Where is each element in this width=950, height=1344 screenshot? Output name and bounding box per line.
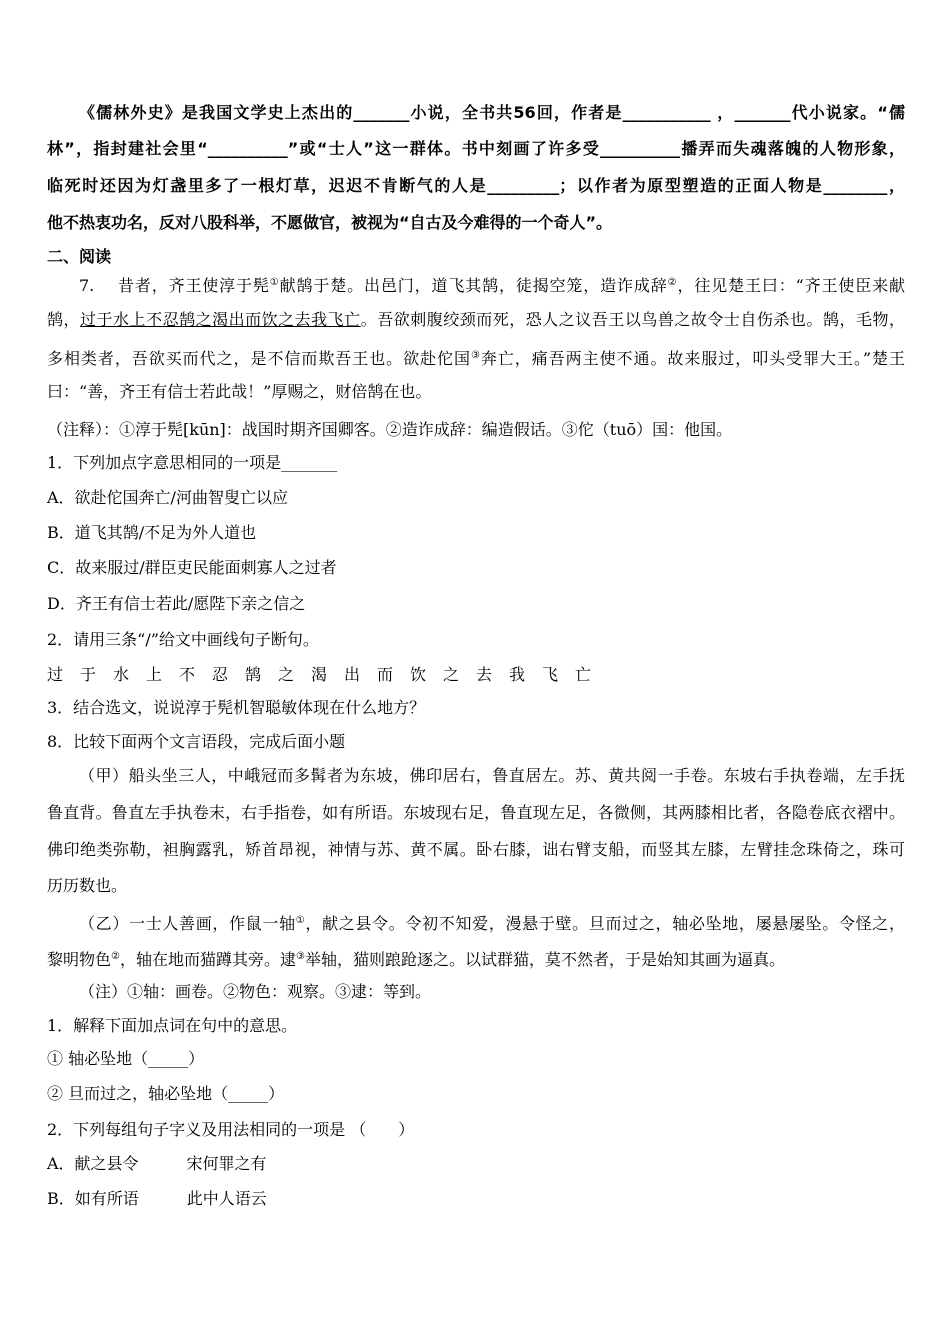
text-segment: 林”，指封建社会里“__________”或“士人”这一群体。书中刻画了许多受__________播弄而失魂落魄的人物形象， xyxy=(47,139,905,158)
text-line xyxy=(47,594,905,614)
text-segment: 鹄， xyxy=(47,310,81,329)
footnote-marker: ③ xyxy=(470,350,481,361)
text-segment: 临死时还因为灯盏里多了一根灯草，迟迟不肯断气的人是_________；以作者为原型塑造的正面人物是________， xyxy=(47,176,905,195)
text-segment: D．齐王有信士若此/愿陛下亲之信之 xyxy=(47,594,306,613)
text-line xyxy=(47,911,905,934)
text-line xyxy=(47,876,905,896)
text-line xyxy=(47,453,905,473)
text-line xyxy=(47,103,905,123)
text-line xyxy=(47,558,905,578)
text-line xyxy=(47,247,905,267)
text-line xyxy=(47,1084,905,1104)
text-line xyxy=(47,420,905,440)
text-line xyxy=(47,382,905,402)
text-segment: B．如有所语 此中人语云 xyxy=(47,1189,267,1208)
text-segment: ① 轴必坠地（_____） xyxy=(47,1049,205,1068)
text-segment: （乙）一士人善画，作鼠一轴 xyxy=(79,914,296,933)
text-segment: 曰：“善，齐王有信士若此哉！”厚赐之，财倍鹄在也。 xyxy=(47,382,432,401)
text-line xyxy=(47,698,905,718)
text-segment: 2．下列每组句子字义及用法相同的一项是 （ ） xyxy=(47,1120,415,1139)
footnote-marker: ① xyxy=(269,277,280,288)
text-segment: 鲁直背。鲁直左手执卷末，右手指卷，如有所语。东坡现右足，鲁直现左足，各微侧，其两膝相比者，各隐卷底衣褶中。 xyxy=(47,803,905,822)
text-line xyxy=(47,176,905,196)
text-segment: （注释）：①淳于髡[kūn]：战国时期齐国卿客。②造诈成辞：编造假话。③佗（tuō）国：他国。 xyxy=(47,420,733,439)
text-line xyxy=(47,1189,905,1209)
text-segment: 献鹄于楚。出邑门，道飞其鹄，徒揭空笼，造诈成辞 xyxy=(279,276,668,295)
text-segment: 多相类者，吾欲买而代之，是不信而欺吾王也。欲赴佗国 xyxy=(47,349,471,368)
text-line xyxy=(47,732,905,752)
text-segment: （注）①轴：画卷。②物色：观察。③逮：等到。 xyxy=(79,982,432,1001)
text-segment: 过于水上不忍鹄之渴出而饮之去我飞亡 xyxy=(47,665,609,684)
text-line xyxy=(47,1049,905,1069)
text-segment: 他不热衷功名，反对八股科举，不愿做官，被视为“自古及今难得的一个奇人”。 xyxy=(47,213,613,232)
text-segment: （甲）船头坐三人，中峨冠而多髯者为东坡，佛印居右，鲁直居左。苏、黄共阅一手卷。东坡右手执卷端，左手抚 xyxy=(79,766,905,785)
text-segment: ，往见楚王曰：“齐王使臣来献 xyxy=(677,276,905,295)
text-line xyxy=(47,346,905,369)
text-segment: ，献之县令。令初不知爱，漫悬于壁。旦而过之，轴必坠地，屡悬屡坠。令怪之， xyxy=(305,914,905,933)
text-segment: 7. 昔者，齐王使淳于髡 xyxy=(79,276,270,295)
footnote-marker: ③ xyxy=(296,951,305,962)
text-segment: 《儒林外史》是我国文学史上杰出的_______小说，全书共56回，作者是___________ ，_______代小说家。“儒 xyxy=(79,103,905,122)
text-line xyxy=(47,488,905,508)
text-segment: 奔亡，痛吾两主使不通。故来服过，叩头受罪大王。”楚王 xyxy=(480,349,905,368)
text-segment: 。吾欲刺腹绞颈而死，恐人之议吾王以鸟兽之故令士自伤杀也。鹄，毛物， xyxy=(360,310,905,329)
text-line xyxy=(47,1120,905,1140)
text-segment: 举轴，猫则踉跄逐之。以试群猫，莫不然者，于是始知其画为逼真。 xyxy=(304,950,785,969)
text-segment: 黎明物色 xyxy=(47,950,112,969)
text-segment: ，轴在地而猫蹲其旁。逮 xyxy=(119,950,296,969)
text-segment: 二、阅读 xyxy=(47,247,112,266)
text-line xyxy=(47,840,905,860)
text-segment: 1．下列加点字意思相同的一项是_______ xyxy=(47,453,338,472)
text-segment: C．故来服过/群臣吏民能面刺寡人之过者 xyxy=(47,558,337,577)
text-line xyxy=(47,139,905,159)
text-line xyxy=(47,310,905,330)
text-segment: A．献之县令 宋何罪之有 xyxy=(47,1154,267,1173)
footnote-marker: ② xyxy=(667,277,678,288)
text-segment: 8．比较下面两个文言语段，完成后面小题 xyxy=(47,732,346,751)
underlined-sentence: 过于水上不忍鹄之渴出而饮之去我飞亡 xyxy=(80,310,361,329)
text-line xyxy=(47,1154,905,1174)
text-line xyxy=(47,273,905,296)
text-line xyxy=(47,766,905,786)
footnote-marker: ② xyxy=(111,951,120,962)
text-line xyxy=(47,803,905,823)
text-line xyxy=(47,523,905,543)
text-line xyxy=(47,665,905,685)
text-segment: 3．结合选文，说说淳于髡机智聪敏体现在什么地方？ xyxy=(47,698,426,717)
text-line xyxy=(47,213,905,233)
text-segment: 佛印绝类弥勒，袒胸露乳，矫首昂视，神情与苏、黄不属。卧右膝，诎右臂支船，而竖其左膝，左臂挂念珠倚之，珠可 xyxy=(47,840,905,859)
text-segment: ② 旦而过之，轴必坠地（_____） xyxy=(47,1084,285,1103)
footnote-marker: ① xyxy=(295,915,306,926)
text-line xyxy=(47,630,905,650)
text-segment: 1．解释下面加点词在句中的意思。 xyxy=(47,1016,298,1035)
text-segment: 2．请用三条“/”给文中画线句子断句。 xyxy=(47,630,319,649)
text-segment: 历历数也。 xyxy=(47,876,128,895)
text-segment: B．道飞其鹄/不足为外人道也 xyxy=(47,523,257,542)
text-line xyxy=(47,947,905,970)
text-segment: A．欲赴佗国奔亡/河曲智叟亡以应 xyxy=(47,488,288,507)
text-line xyxy=(47,1016,905,1036)
text-line xyxy=(47,982,905,1002)
